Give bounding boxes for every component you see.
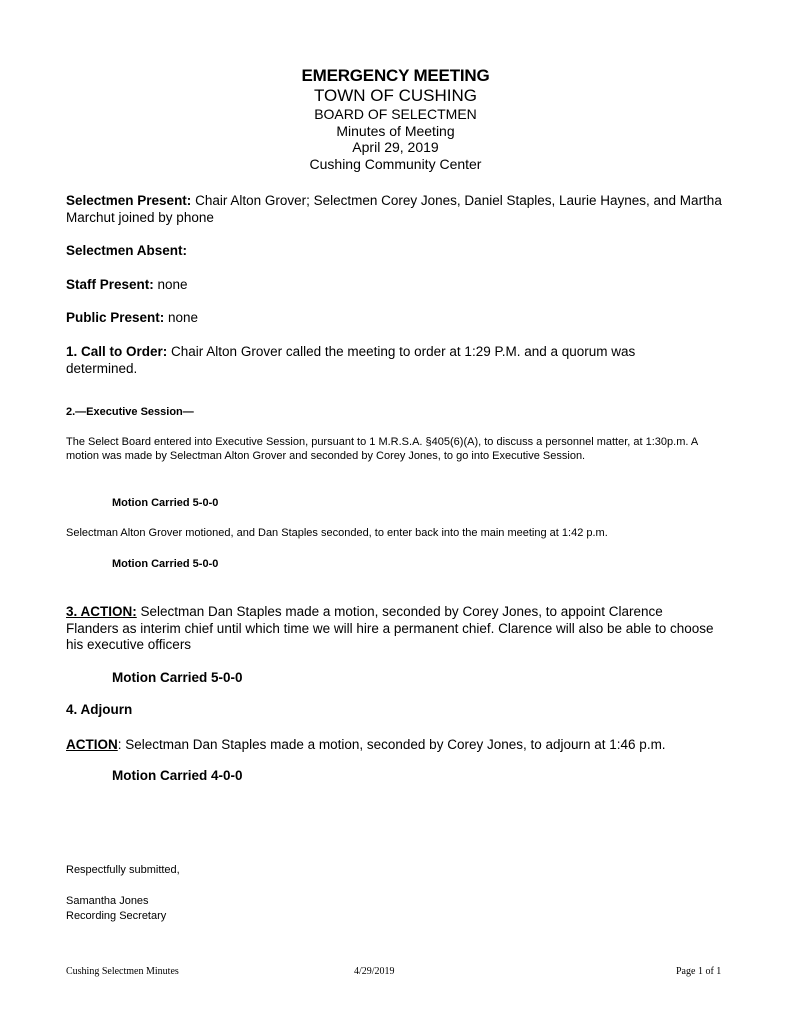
motion-carried-1: Motion Carried 5-0-0: [112, 497, 219, 509]
board-name: BOARD OF SELECTMEN: [314, 106, 477, 122]
town-name: TOWN OF CUSHING: [313, 86, 478, 105]
action-3: [66, 604, 716, 654]
return-to-meeting-text: Selectman Alton Grover motioned, and Dan Staples seconded, to enter back into the main meeting at 1:42 p.m.: [66, 527, 608, 539]
footer-document-name: Cushing Selectmen Minutes: [66, 966, 179, 977]
selectmen-absent-label: Selectmen Absent:: [66, 243, 188, 258]
adjourn-action-label: ACTION: [66, 737, 118, 752]
adjourn-action: [66, 737, 726, 754]
selectmen-absent: [66, 243, 726, 260]
staff-present-text: none: [153, 277, 188, 292]
action-3-label: 3. ACTION:: [66, 604, 137, 619]
executive-session-heading: 2.—Executive Session—: [66, 406, 194, 418]
selectmen-present-label: Selectmen Present:: [66, 193, 192, 208]
selectmen-present: [66, 193, 726, 226]
selectmen-present-text: Chair Alton Grover; Selectmen Corey Jones, Daniel Staples, Laurie Haynes, and Martha Marchut joined by phone: [66, 193, 722, 225]
motion-carried-3: Motion Carried 5-0-0: [112, 670, 243, 685]
adjourn-action-text: : Selectman Dan Staples made a motion, seconded by Corey Jones, to adjourn at 1:46 p.m.: [117, 737, 666, 752]
secretary-name: Samantha Jones: [66, 895, 149, 907]
meeting-type-title: EMERGENCY MEETING: [301, 66, 490, 85]
document-header: [0, 66, 791, 172]
public-present: [66, 310, 726, 327]
motion-carried-2: Motion Carried 5-0-0: [112, 558, 219, 570]
call-to-order: [66, 344, 686, 377]
adjourn-heading: 4. Adjourn: [66, 702, 133, 717]
action-3-text: Selectman Dan Staples made a motion, seconded by Corey Jones, to appoint Clarence Flanders as interim chief until which time we will hire a permanent chief. Clarence will also be able to choose his executive officers: [66, 604, 714, 652]
staff-present-label: Staff Present:: [66, 277, 154, 292]
footer-date: 4/29/2019: [354, 966, 395, 977]
meeting-date: April 29, 2019: [352, 139, 439, 155]
staff-present: [66, 277, 726, 294]
public-present-text: none: [164, 310, 199, 325]
motion-carried-4: Motion Carried 4-0-0: [112, 768, 243, 783]
call-to-order-label: 1. Call to Order:: [66, 344, 168, 359]
public-present-label: Public Present:: [66, 310, 165, 325]
signature-closing: Respectfully submitted,: [66, 864, 180, 876]
footer-page-number: Page 1 of 1: [676, 966, 722, 977]
secretary-title: Recording Secretary: [66, 910, 167, 922]
call-to-order-text: Chair Alton Grover called the meeting to order at 1:29 P.M. and a quorum was determined.: [66, 344, 636, 376]
executive-session-text: The Select Board entered into Executive Session, pursuant to 1 M.R.S.A. §405(6)(A), to discuss a personnel matter, at 1:30p.m. A motion was made by Selectman Alton Grover and seconded by Corey Jones, to go into Executive Session.: [66, 436, 698, 462]
meeting-location: Cushing Community Center: [309, 155, 482, 172]
document-type: Minutes of Meeting: [336, 122, 455, 139]
